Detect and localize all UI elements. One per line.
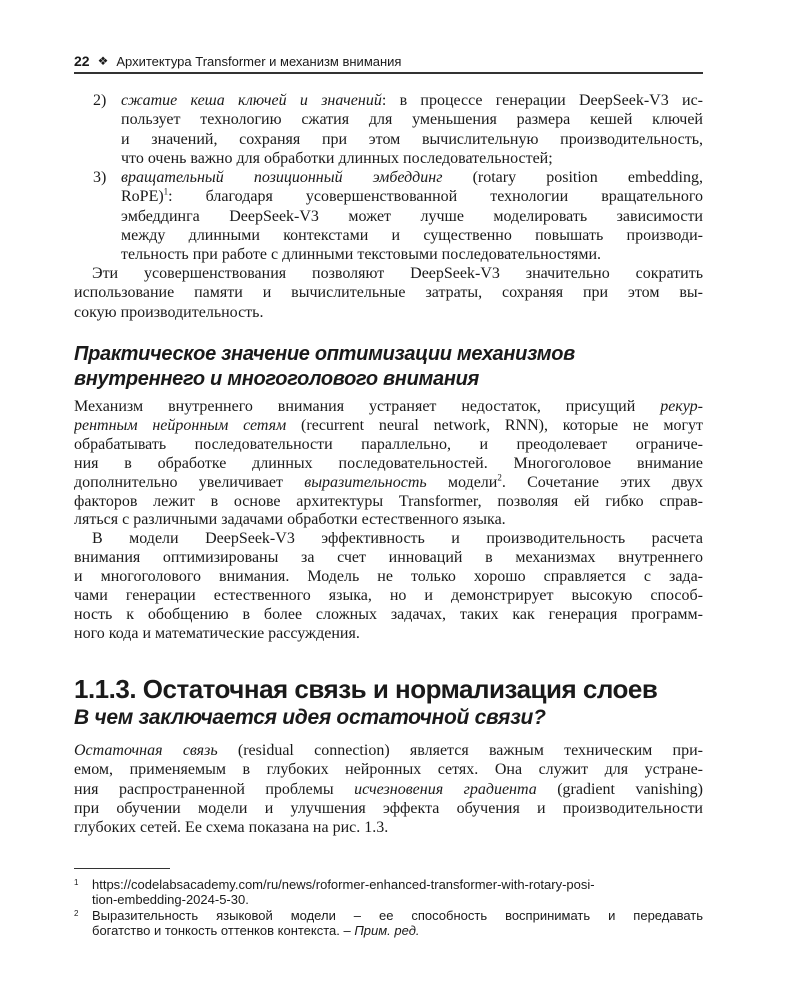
section-heading: 1.1.3. Остаточная связь и нормализация слоев: [74, 674, 658, 704]
text-run: чами генерации естественного языка, но и демонстрирует высокую способ-: [74, 586, 703, 604]
text-run: при обучении модели и улучшения эффекта обучения и производительности: [74, 799, 703, 817]
text-line: [121, 207, 703, 226]
text-line: [74, 474, 703, 493]
text-run: сокую производительность.: [74, 303, 264, 321]
paragraph-residual: [74, 741, 703, 837]
italic-term: вращательный позиционный эмбеддинг: [121, 169, 443, 187]
running-title: Архитектура Transformer и механизм внимания: [116, 53, 402, 69]
text-run: внимания оптимизированы за счет инноваций в механизмах внутреннего: [74, 548, 703, 566]
text-run: факторов лежит в основе архитектуры Transformer, позволяя ей гибко справ-: [74, 492, 703, 510]
text-run: (rotary position embedding,: [442, 169, 703, 187]
footnote-ref: 2: [497, 473, 502, 483]
text-line: [74, 908, 703, 923]
list-marker: 3): [93, 169, 107, 187]
footnote-rule: [74, 868, 170, 869]
text-line: [121, 91, 703, 110]
list-item: [74, 168, 703, 264]
running-header: [74, 51, 703, 71]
text-run: : благодаря усовершенствованной технологии вращательного: [168, 188, 703, 206]
ornament-icon: ❖: [97, 54, 109, 68]
text-line: [121, 187, 703, 206]
italic-term: рентным нейронным сетям: [74, 416, 287, 434]
text-run: В модели DeepSeek-V3 эффективность и производительность расчета: [92, 530, 703, 547]
text-run: ния в обработке длинных последовательностей. Многоголовое внимание: [74, 454, 703, 472]
text-line: [74, 818, 703, 837]
paragraph-mechanism: [74, 398, 703, 530]
text-line: [74, 264, 703, 283]
footnote-2: [74, 908, 703, 938]
text-line: [74, 760, 703, 779]
text-run: ляться с различными задачами обработки естественного языка.: [74, 511, 506, 529]
heading-line: внутреннего и многоголового внимания: [74, 368, 480, 390]
text-run: Эти усовершенствования позволяют DeepSeek-V3 значительно сократить: [92, 265, 703, 282]
page-number: 22: [74, 53, 90, 69]
text-run: ния распространенной проблемы: [74, 780, 355, 798]
text-run: богатство и тонкость оттенков контекста. –: [92, 923, 355, 938]
text-run: емом, применяемым в глубоких нейронных сетях. Она служит для устране-: [74, 761, 703, 779]
text-run: . Сочетание этих двух: [501, 473, 703, 491]
text-line: [74, 530, 703, 549]
text-run: обрабатывать последовательности параллельно, и преодолевает ограниче-: [74, 435, 703, 453]
text-run: что очень важно для обработки длинных последовательностей;: [121, 149, 553, 167]
text-line: [121, 245, 703, 264]
text-line: [74, 892, 703, 907]
text-run: глубоких сетей. Ее схема показана на рис. 1.3.: [74, 819, 389, 837]
italic-term: Прим. ред.: [354, 923, 420, 938]
text-line: [74, 303, 703, 322]
text-run: дополнительно увеличивает: [74, 473, 305, 491]
text-line: [74, 568, 703, 587]
text-run: модели: [426, 473, 498, 491]
text-run: использование памяти и вычислительные затраты, сохраняя при этом вы-: [74, 284, 703, 302]
text-line: [121, 168, 703, 187]
text-run: (recurrent neural network, RNN), которые не могут: [286, 416, 703, 434]
italic-term: рекур-: [660, 398, 703, 415]
text-line: [74, 587, 703, 606]
text-line: [74, 780, 703, 799]
text-line: [121, 149, 703, 168]
text-line: [74, 398, 703, 417]
text-line: [121, 110, 703, 129]
text-run: ность к обобщению в более сложных задачах, таких как генерация программ-: [74, 605, 703, 623]
text-line: [121, 226, 703, 245]
text-line: [74, 877, 703, 892]
paragraph-deepseek: [74, 530, 703, 643]
text-run: (gradient vanishing): [536, 780, 703, 798]
text-run: пользует технологию сжатия для уменьшения размера кешей ключей: [121, 111, 703, 129]
italic-term: Остаточная связь: [74, 742, 218, 759]
text-run: ного кода и математические рассуждения.: [74, 624, 360, 642]
text-run: https://codelabsacademy.com/ru/news/roformer-enhanced-transformer-with-rotary-posi-: [92, 877, 595, 892]
footnote-1: [74, 877, 703, 907]
list-marker: 2): [93, 92, 107, 109]
footnote-number: 1: [74, 878, 79, 887]
text-run: (residual connection) является важным техническим при-: [217, 742, 703, 759]
italic-term: выразительность: [304, 473, 427, 491]
heading-practical: [74, 342, 714, 392]
italic-term: исчезновения градиента: [354, 780, 537, 798]
numbered-list: [74, 91, 703, 265]
italic-term: сжатие кеша ключей и значений: [121, 92, 382, 109]
text-line: [74, 625, 703, 644]
footnote-number: 2: [74, 909, 79, 918]
text-line: [74, 436, 703, 455]
subheading: В чем заключается идея остаточной связи?: [74, 706, 546, 729]
header-rule: [74, 72, 703, 74]
heading-line: Практическое значение оптимизации механизмов: [74, 343, 575, 365]
text-line: [74, 417, 703, 436]
text-line: [74, 923, 703, 938]
text-line: [74, 741, 703, 760]
text-run: Механизм внутреннего внимания устраняет недостаток, присущий: [74, 398, 661, 415]
text-line: [74, 549, 703, 568]
text-line: [74, 606, 703, 625]
text-line: [74, 493, 703, 512]
list-item: [74, 91, 703, 168]
text-run: и многоголового внимания. Модель не только хорошо справляется с зада-: [74, 567, 703, 585]
text-run: эмбеддинга DeepSeek-V3 может лучше моделировать зависимости: [121, 207, 703, 225]
text-line: [74, 455, 703, 474]
text-line: [74, 283, 703, 302]
text-run: : в процессе генерации DeepSeek-V3 ис-: [381, 92, 703, 109]
text-run: и значений, сохраняя при этом вычислительную производительность,: [121, 130, 703, 148]
paragraph-summary: [74, 264, 703, 322]
text-run: tion-embedding-2024-5-30.: [92, 892, 249, 907]
text-run: тельность при работе с длинными текстовыми последовательностями.: [121, 246, 602, 264]
text-run: RoPE): [121, 188, 164, 206]
text-run: Выразительность языковой модели – ее способность воспринимать и передавать: [92, 908, 703, 923]
text-run: между длинными контекстами и существенно повышать производи-: [121, 227, 703, 245]
text-line: [74, 799, 703, 818]
footnote-ref: 1: [163, 187, 169, 198]
text-line: [74, 511, 703, 530]
text-line: [121, 130, 703, 149]
